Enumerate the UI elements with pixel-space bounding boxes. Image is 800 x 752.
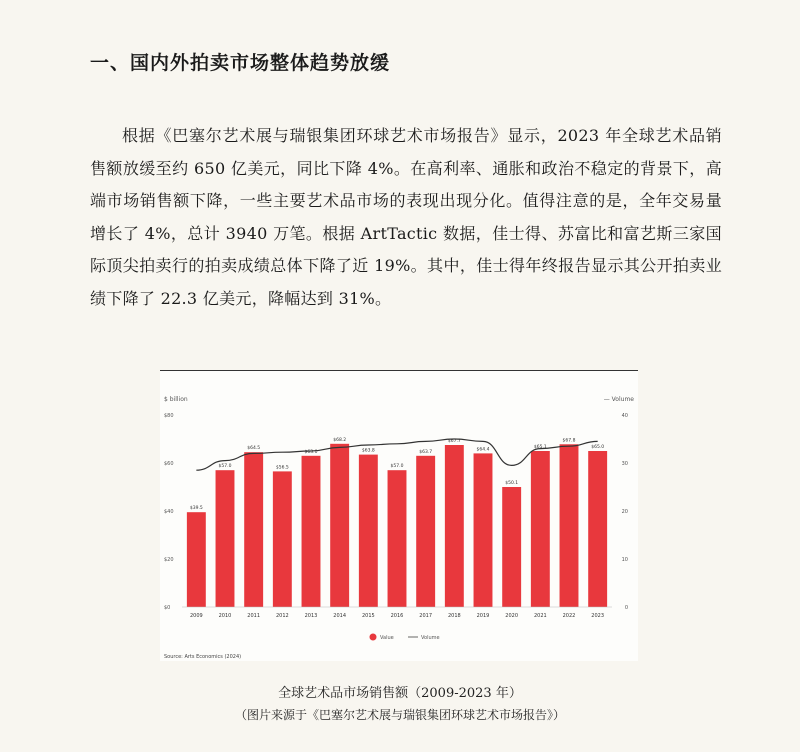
legend-label-value: Value bbox=[380, 635, 394, 641]
x-tick-label: 2009 bbox=[189, 613, 203, 619]
y-left-tick-label: $80 bbox=[164, 413, 174, 419]
x-tick-label: 2023 bbox=[591, 613, 605, 619]
y-axis-unit-label: $ billion bbox=[164, 396, 188, 403]
bar bbox=[388, 470, 407, 607]
x-tick-label: 2021 bbox=[533, 613, 547, 619]
y-right-tick-label: 20 bbox=[621, 509, 628, 515]
x-tick-label: 2022 bbox=[562, 613, 576, 619]
bar-value-label: $68.2 bbox=[333, 437, 347, 443]
bar-value-label: $50.1 bbox=[505, 481, 519, 486]
bar-value-label: $67.7 bbox=[447, 439, 461, 444]
sales-chart bbox=[160, 370, 638, 661]
x-tick-label: 2017 bbox=[419, 613, 433, 619]
chart-svg bbox=[160, 371, 638, 661]
x-tick-label: 2013 bbox=[304, 613, 318, 619]
bar-value-label: $56.5 bbox=[275, 465, 289, 471]
bar-value-label: $64.5 bbox=[247, 446, 261, 452]
bar bbox=[330, 444, 349, 607]
bar bbox=[588, 451, 607, 607]
x-tick-label: 2015 bbox=[361, 613, 375, 619]
bar bbox=[445, 445, 464, 607]
bar-value-label: $64.4 bbox=[476, 447, 490, 453]
section-heading: 一、国内外拍卖市场整体趋势放缓 bbox=[90, 52, 391, 74]
bar-value-label: $63.7 bbox=[419, 449, 433, 455]
bar-value-label: $65.1 bbox=[533, 445, 547, 450]
bar-value-label: $63.0 bbox=[304, 449, 318, 455]
figure-caption: 全球艺术品市场销售额（2009-2023 年） bbox=[278, 686, 522, 701]
bar bbox=[474, 453, 493, 607]
chart-source-note: Source: Arts Economics (2024) bbox=[164, 654, 242, 660]
y-left-tick-label: $60 bbox=[164, 461, 174, 467]
y-right-tick-label: 40 bbox=[621, 413, 628, 419]
x-tick-label: 2014 bbox=[333, 613, 347, 619]
legend-swatch-value bbox=[370, 634, 377, 641]
x-tick-label: 2012 bbox=[275, 613, 289, 619]
bar-value-label: $57.0 bbox=[390, 464, 404, 470]
y-left-tick-label: $20 bbox=[164, 557, 174, 563]
bar bbox=[273, 471, 292, 607]
bar bbox=[531, 451, 550, 607]
bar bbox=[359, 455, 378, 607]
x-tick-label: 2010 bbox=[218, 613, 232, 619]
bar bbox=[560, 444, 579, 607]
y-right-tick-label: 0 bbox=[624, 605, 628, 611]
x-tick-label: 2016 bbox=[390, 613, 404, 619]
x-tick-label: 2019 bbox=[476, 613, 490, 619]
x-tick-label: 2020 bbox=[505, 613, 519, 619]
bar bbox=[216, 470, 235, 607]
bar-value-label: $63.8 bbox=[361, 448, 375, 454]
body-paragraph: 根据《巴塞尔艺术展与瑞银集团环球艺术市场报告》显示，2023 年全球艺术品销售额放缓至约 650 亿美元，同比下降 4%。在高利率、通胀和政治不稳定的背景下，高端市场销售额下降，一些主要艺术品市场的表现出现分化。值得注意的是，全年交易量增长了 4%，总计 3940 万笔。根据 ArtTactic 数据，佳士得、苏富比和富艺斯三家国际顶尖拍卖行的拍卖成绩总体下降了近 19%。其中，佳士得年终报告显示其公开拍卖业绩下降了 22.3 亿美元，降幅达到 31%。 bbox=[90, 126, 722, 308]
x-tick-label: 2018 bbox=[447, 613, 461, 619]
x-tick-label: 2011 bbox=[247, 613, 261, 619]
bar bbox=[302, 456, 321, 607]
legend-label-volume: Volume bbox=[421, 635, 440, 641]
y-right-tick-label: 30 bbox=[621, 461, 628, 467]
bar bbox=[244, 452, 263, 607]
bar bbox=[416, 456, 435, 607]
bar-value-label: $39.5 bbox=[189, 506, 203, 512]
top-legend-label: — Volume bbox=[603, 396, 634, 403]
bar bbox=[502, 487, 521, 607]
y-right-tick-label: 10 bbox=[621, 557, 628, 563]
figure-source: （图片来源于《巴塞尔艺术展与瑞银集团环球艺术市场报告》） bbox=[234, 708, 565, 722]
bar-value-label: $65.0 bbox=[591, 445, 605, 450]
bar bbox=[187, 512, 206, 607]
y-left-tick-label: $0 bbox=[164, 605, 171, 611]
y-left-tick-label: $40 bbox=[164, 509, 174, 515]
bar-value-label: $57.0 bbox=[218, 464, 232, 470]
bar-value-label: $67.8 bbox=[562, 438, 576, 444]
